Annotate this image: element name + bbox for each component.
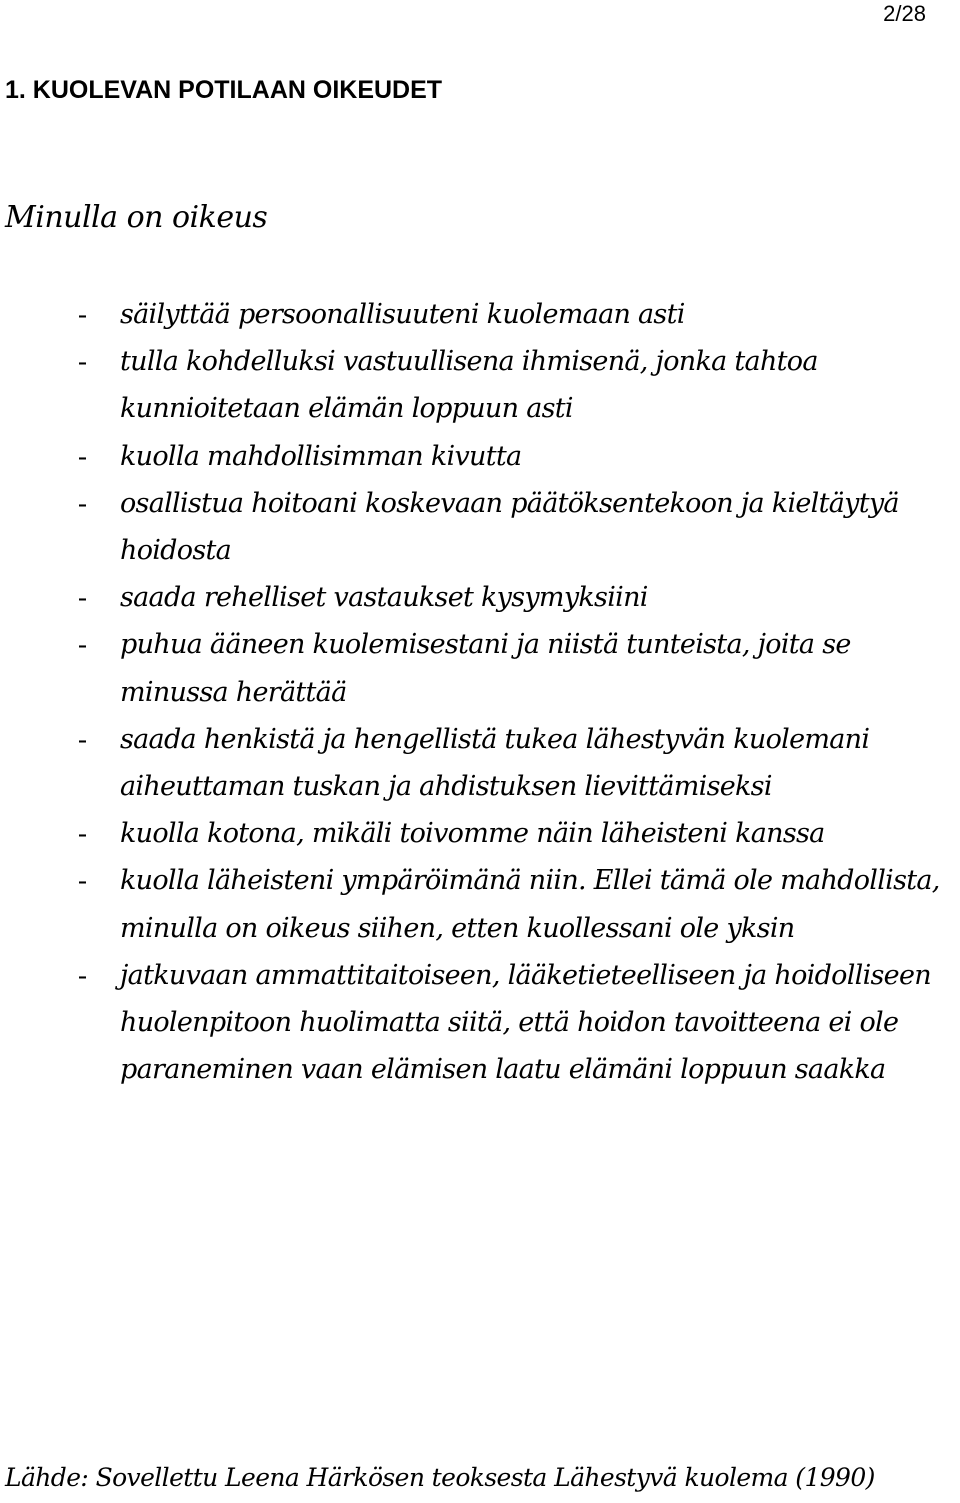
list-bullet: - xyxy=(78,299,87,329)
list-item xyxy=(78,338,958,432)
list-item-text: kuolla läheisteni ympäröimänä niin. Ellei tämä ole mahdollista, minulla on oikeus siihen, etten kuollessani ole yksin xyxy=(120,865,940,944)
list-item xyxy=(78,433,958,480)
list-item xyxy=(78,857,958,951)
list-item-text: saada henkistä ja hengellistä tukea lähestyvän kuolemani aiheuttaman tuskan ja ahdistuksen lievittämiseksi xyxy=(120,723,870,803)
list-bullet: - xyxy=(78,723,87,754)
list-bullet: - xyxy=(78,487,87,518)
list-item xyxy=(78,716,958,810)
list-item-text: kuolla kotona, mikäli toivomme näin läheisteni kanssa xyxy=(120,818,825,850)
list-item-text: puhua ääneen kuolemisestani ja niistä tunteista, joita se minussa herättää xyxy=(120,629,851,708)
list-item-text: saada rehelliset vastaukset kysymyksiini xyxy=(120,582,648,614)
list-item-text: säilyttää persoonallisuuteni kuolemaan asti xyxy=(120,299,685,330)
list-item xyxy=(78,952,958,1094)
list-item-text: jatkuvaan ammattitaitoiseen, lääketieteelliseen ja hoidolliseen huolenpitoon huolimatta siitä, että hoidon tavoitteena ei ole paraneminen vaan elämisen laatu elämäni loppuun saakka xyxy=(120,959,931,1086)
page-number: 2/28 xyxy=(883,1,926,26)
list-item xyxy=(78,810,958,857)
list-item-text: tulla kohdelluksi vastuullisena ihmisenä, jonka tahtoa kunnioitetaan elämän loppuun asti xyxy=(120,346,818,425)
intro-text: Minulla on oikeus xyxy=(5,200,268,235)
list-bullet: - xyxy=(78,629,87,660)
list-bullet: - xyxy=(78,346,87,377)
list-bullet: - xyxy=(78,440,87,471)
source-citation: Lähde: Sovellettu Leena Härkösen teoksesta Lähestyvä kuolema (1990) xyxy=(5,1463,875,1492)
list-bullet: - xyxy=(78,959,87,990)
list-bullet: - xyxy=(78,582,87,613)
list-item-text: osallistua hoitoani koskevaan päätöksentekoon ja kieltäytyä hoidosta xyxy=(120,487,899,567)
list-item-text: kuolla mahdollisimman kivutta xyxy=(120,440,522,472)
section-heading: 1. KUOLEVAN POTILAAN OIKEUDET xyxy=(5,76,443,104)
list-item xyxy=(78,574,958,621)
list-item xyxy=(78,621,958,715)
list-item xyxy=(78,291,958,338)
list-bullet: - xyxy=(78,818,87,849)
list-item xyxy=(78,480,958,574)
rights-list xyxy=(78,291,958,1093)
list-bullet: - xyxy=(78,865,87,896)
